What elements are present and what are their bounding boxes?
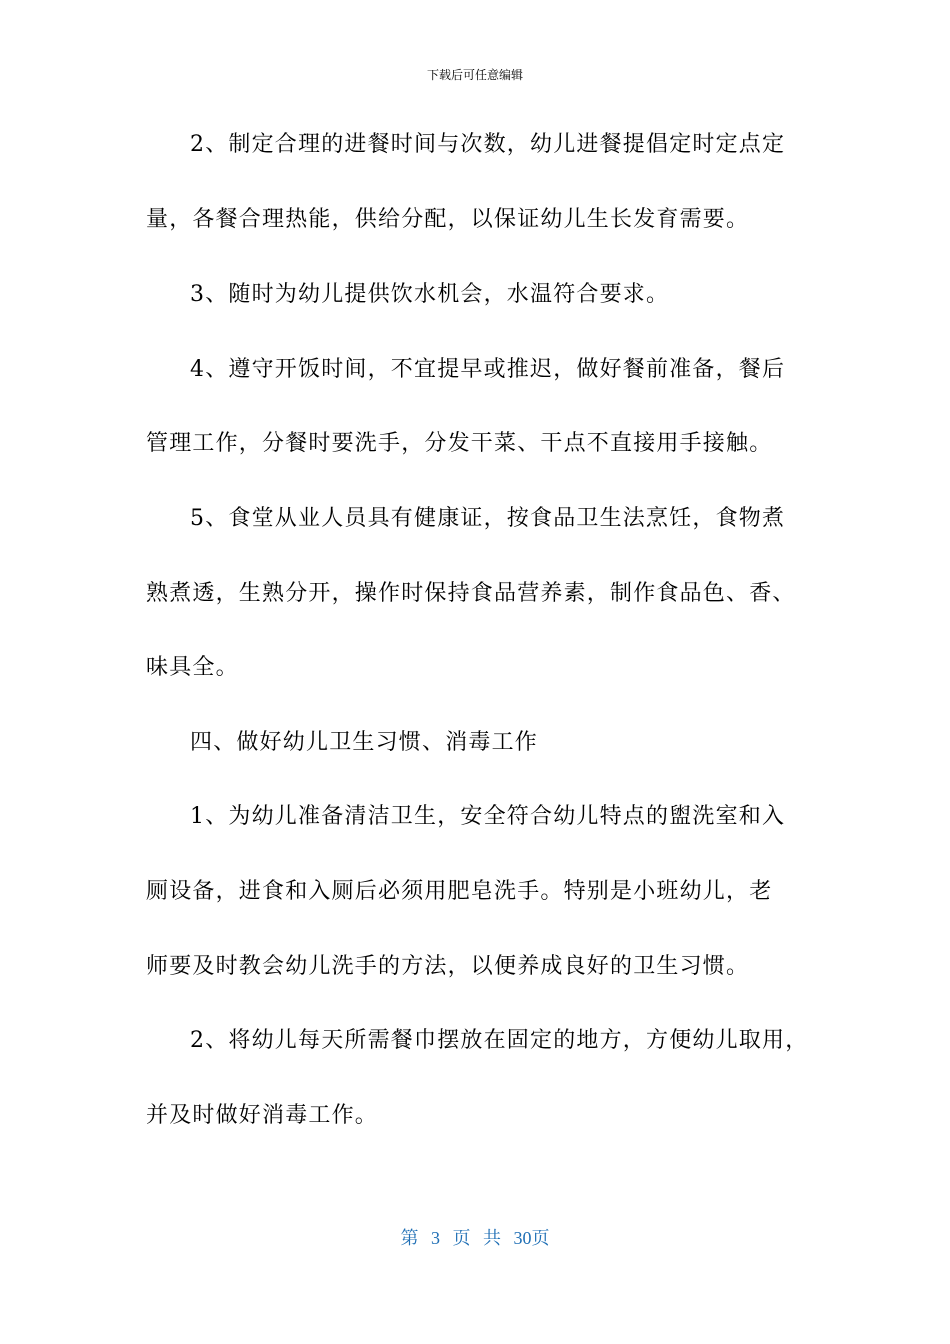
paragraph-line: 味具全。 (146, 655, 239, 680)
paragraph-line: 量，各餐合理热能，供给分配，以保证幼儿生长发育需要。 (146, 207, 750, 232)
paragraph-line: 师要及时教会幼儿洗手的方法，以便养成良好的卫生习惯。 (146, 954, 750, 979)
page-footer (0, 1226, 950, 1250)
paragraph-line: 5、食堂从业人员具有健康证，按食品卫生法烹饪，食物煮 (190, 506, 786, 531)
paragraph-line: 管理工作，分餐时要洗手，分发干菜、干点不直接用手接触。 (146, 431, 773, 456)
footer-prefix: 第 (400, 1228, 419, 1248)
paragraph-line: 2、制定合理的进餐时间与次数，幼儿进餐提倡定时定点定 (190, 132, 786, 157)
paragraph-line: 1、为幼儿准备清洁卫生，安全符合幼儿特点的盥洗室和入 (190, 804, 786, 829)
footer-total-word: 共 (483, 1228, 501, 1248)
current-page-number: 3 (431, 1228, 440, 1248)
paragraph-line: 4、遵守开饭时间，不宜提早或推迟，做好餐前准备，餐后 (190, 357, 786, 382)
paragraph-line: 2、将幼儿每天所需餐巾摆放在固定的地方，方便幼儿取用， (190, 1028, 809, 1053)
paragraph-line: 厕设备，进食和入厕后必须用肥皂洗手。特别是小班幼儿，老 (146, 879, 773, 904)
paragraph-line: 3、随时为幼儿提供饮水机会，水温符合要求。 (190, 282, 670, 307)
page-header: 下载后可任意编辑 (426, 68, 523, 82)
paragraph-line: 并及时做好消毒工作。 (146, 1103, 379, 1128)
section-heading: 四、做好幼儿卫生习惯、消毒工作 (190, 730, 539, 755)
paragraph-line: 熟煮透，生熟分开，操作时保持食品营养素，制作食品色、香、 (146, 581, 796, 606)
footer-page-word: 页 (452, 1228, 471, 1248)
total-pages: 30页 (513, 1228, 550, 1248)
